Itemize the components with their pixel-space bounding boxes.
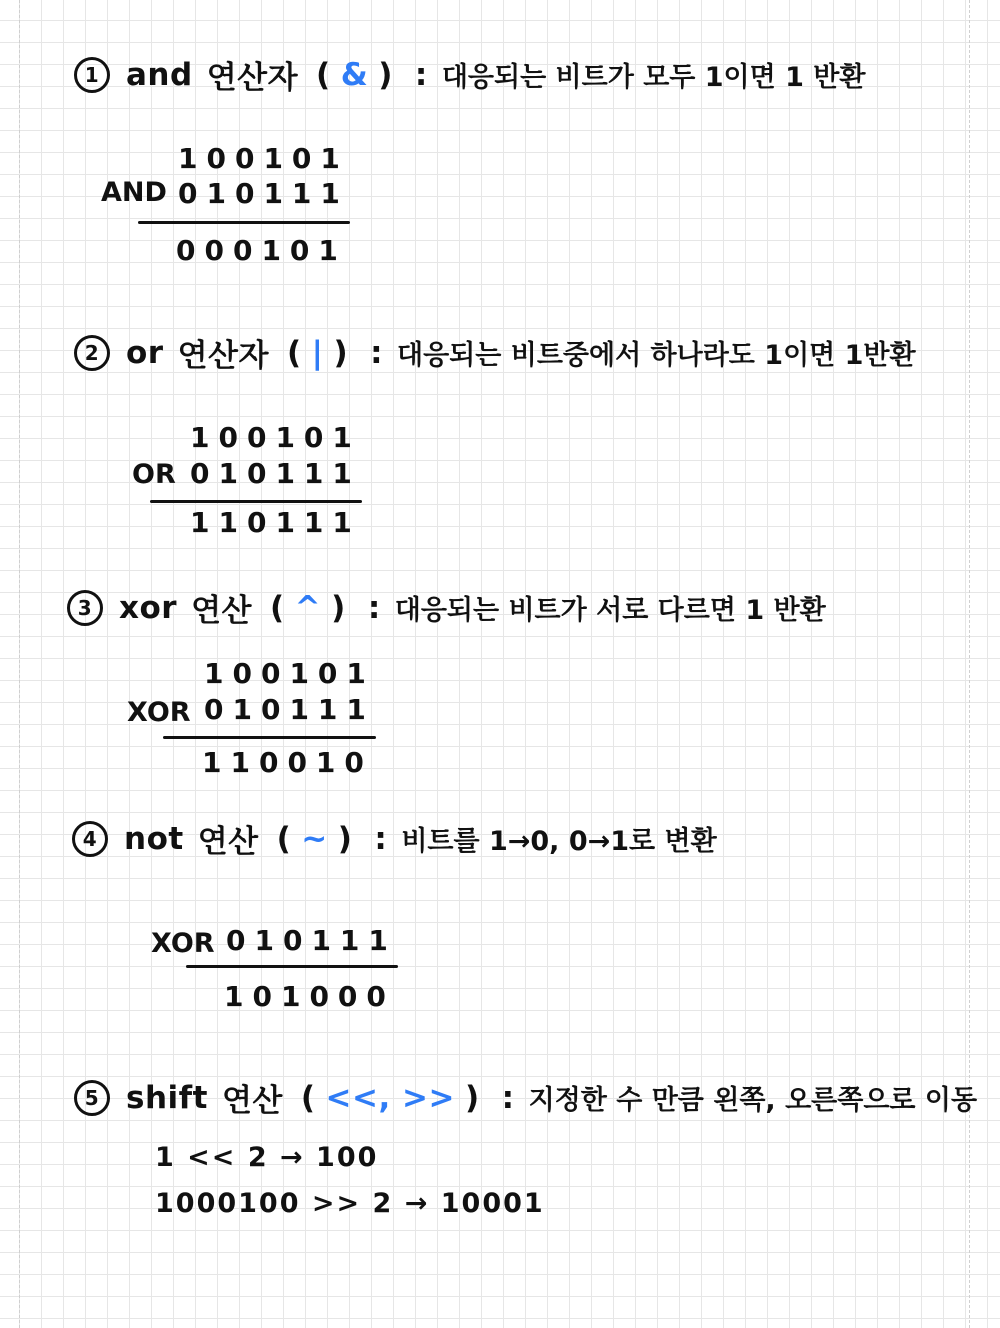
paren-open: (	[316, 56, 331, 93]
result-bits: 000101	[176, 234, 347, 267]
operator-label: XOR	[127, 697, 191, 728]
number-badge: 5	[74, 1080, 110, 1116]
section-or-heading	[74, 330, 916, 375]
section-shift-heading	[74, 1075, 977, 1120]
operator-korean: 연산자	[177, 338, 269, 374]
operator-symbol: ^	[294, 589, 322, 626]
number-badge: 4	[72, 821, 108, 857]
paren-close: )	[465, 1079, 480, 1116]
operator-description: 대응되는 비트가 서로 다르면 1 반환	[394, 595, 826, 626]
result-divider	[163, 736, 376, 739]
operator-description: 지정한 수 만큼 왼쪽, 오른쪽으로 이동	[528, 1085, 978, 1116]
operand-a: 100101	[190, 421, 361, 454]
operator-label: AND	[101, 177, 167, 208]
colon: :	[370, 334, 384, 371]
operator-symbol: |	[311, 334, 324, 371]
operator-korean: 연산	[191, 593, 252, 629]
operator-name: or	[126, 334, 164, 371]
result-bits: 110111	[190, 506, 361, 539]
operator-name: not	[124, 820, 184, 857]
paren-close: )	[337, 820, 353, 857]
operator-korean: 연산자	[206, 60, 299, 96]
colon: :	[367, 589, 381, 626]
operand-a: 100101	[178, 142, 349, 175]
operator-description: 비트를 1→0, 0→1로 변환	[401, 826, 717, 857]
page-margin-left	[19, 0, 20, 1328]
result-bits: 101000	[224, 980, 395, 1013]
paren-open: (	[300, 1079, 316, 1116]
operator-korean: 연산	[197, 824, 259, 860]
page-margin-right	[969, 0, 970, 1328]
operand-a: 100101	[204, 657, 375, 690]
operator-description: 대응되는 비트중에서 하나라도 1이면 1반환	[397, 340, 916, 371]
section-and-heading	[74, 52, 865, 97]
result-bits: 110010	[202, 746, 373, 779]
operator-symbol: &	[340, 56, 369, 93]
operand-b: 010111	[204, 693, 375, 726]
operand-b: 010111	[178, 177, 349, 210]
result-divider	[150, 500, 362, 503]
paren-close: )	[331, 589, 346, 626]
operator-name: xor	[119, 589, 178, 626]
shift-example-right: 1000100 >> 2 → 10001	[155, 1188, 545, 1219]
paren-open: (	[276, 820, 292, 857]
colon: :	[414, 56, 428, 93]
operator-label: XOR	[151, 928, 215, 959]
operator-symbol: <<, >>	[325, 1079, 455, 1116]
operator-korean: 연산	[221, 1083, 283, 1119]
number-badge: 2	[74, 335, 110, 371]
paren-close: )	[333, 334, 349, 371]
operator-symbol: ~	[301, 820, 328, 857]
section-xor-heading	[67, 585, 826, 630]
operand-b: 010111	[190, 457, 361, 490]
operator-description: 대응되는 비트가 모두 1이면 1 반환	[441, 62, 866, 93]
section-not-heading	[72, 816, 717, 861]
paren-open: (	[270, 589, 285, 626]
colon: :	[501, 1079, 515, 1116]
number-badge: 3	[67, 590, 103, 626]
operator-name: shift	[126, 1079, 208, 1116]
result-divider	[138, 221, 350, 224]
result-divider	[186, 965, 398, 968]
operand-b: 010111	[226, 924, 397, 957]
operator-name: and	[126, 56, 193, 93]
number-badge: 1	[74, 57, 110, 93]
paren-open: (	[286, 334, 302, 371]
colon: :	[374, 820, 388, 857]
paren-close: )	[378, 56, 393, 93]
operator-label: OR	[132, 459, 176, 490]
shift-example-left: 1 << 2 → 100	[155, 1142, 379, 1173]
